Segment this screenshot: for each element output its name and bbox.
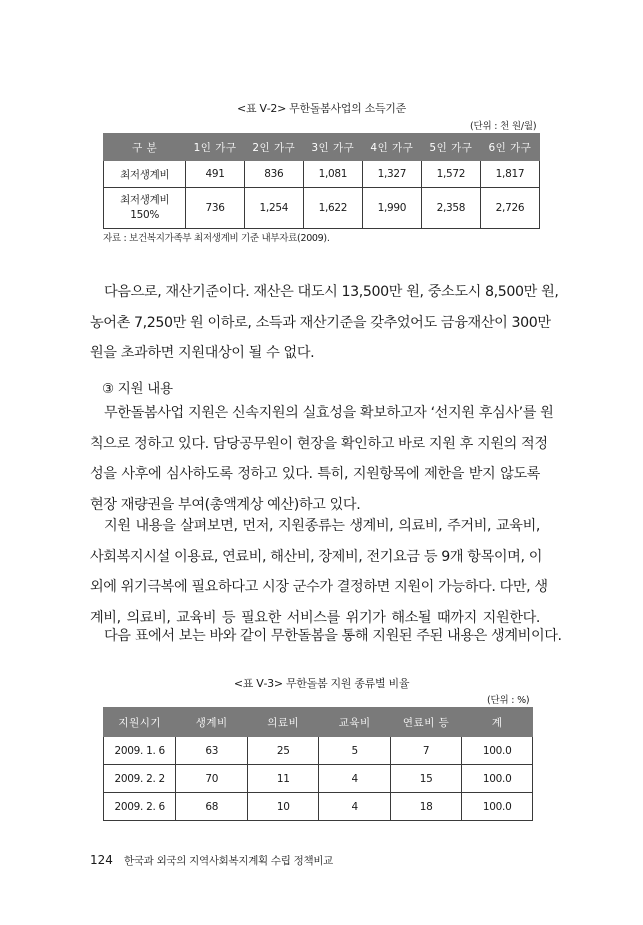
table-header-row [104,134,540,161]
table-row [104,161,540,188]
row-label [104,188,186,229]
table-header-cell: 4인 가구 [362,134,421,161]
text-line: 지원 내용을 살펴보면, 먼저, 지원종류는 생계비, 의료비, 주거비, 교육비, [104,518,540,534]
table-cell: 7 [390,737,462,765]
table-cell: 2,726 [480,188,539,229]
text-line: 현장 재량권을 부여(총액계상 예산)하고 있다. [90,496,361,513]
footer-title: 한국과 외국의 지역사회복지계획 수립 정책비교 [124,855,334,867]
table-cell: 1,990 [362,188,421,229]
table-header-cell: 구 분 [104,134,186,161]
table-header-cell: 6인 가구 [480,134,539,161]
table-cell: 1,254 [244,188,303,229]
table1-source: 자료 : 보건복지가족부 최저생계비 기준 내부자료(2009). [103,233,330,244]
table-cell: 491 [186,161,244,188]
text-line: 다음 표에서 보는 바와 같이 무한돌봄을 통해 지원된 주된 내용은 생계비이다. [104,628,562,644]
table-cell: 25 [247,737,319,765]
table-header-row [104,708,533,737]
table2-caption: <표 Ⅴ-3> 무한돌봄 지원 종류별 비율 [233,677,410,690]
text-line: 농어촌 7,250만 원 이하로, 소득과 재산기준을 갖추었어도 금융재산이 300만 [90,314,551,331]
table-row [104,765,533,793]
row-label-line: 최저생계비 [120,194,170,206]
text-line: 다음으로, 재산기준이다. 재산은 대도시 13,500만 원, 중소도시 8,500만 원, [104,284,559,300]
table-cell: 1,572 [421,161,480,188]
page-number: 124 [90,853,113,867]
table-cell: 10 [247,793,319,821]
table-cell: 68 [176,793,248,821]
text-line: 무한돌봄사업 지원은 신속지원의 실효성을 확보하고자 ‘선지원 후심사’를 원 [104,405,554,421]
table-cell: 100.0 [462,765,533,793]
table-cell: 18 [390,793,462,821]
text-line: 칙으로 정하고 있다. 담당공무원이 현장을 확인하고 바로 지원 후 지원의 적정 [90,435,548,452]
table-header-cell: 지원시기 [104,708,176,737]
paragraph-support-types [90,511,548,633]
table-cell: 736 [186,188,244,229]
table-header-cell: 2인 가구 [244,134,303,161]
table-header-cell: 3인 가구 [303,134,362,161]
table-cell: 1,817 [480,161,539,188]
table-row [104,793,533,821]
table-row [104,188,540,229]
section-subheading: ③ 지원 내용 [102,381,173,397]
text-line: 사회복지시설 이용료, 연료비, 해산비, 장제비, 전기요금 등 9개 항목이며, 이 [90,548,543,565]
table-row [104,737,533,765]
paragraph-table-intro [90,621,562,652]
table-cell: 100.0 [462,793,533,821]
support-type-ratio-table [103,707,533,821]
table1-caption: <표 Ⅴ-2> 무한돌봄사업의 소득기준 [237,102,406,115]
text-line: 외에 위기극복에 필요하다고 시장 군수가 결정하면 지원이 가능하다. 다만, 생 [90,579,548,595]
text-line: 계비, 의료비, 교육비 등 필요한 서비스를 위기가 해소될 때까지 지원한다. [90,609,540,626]
table-cell: 1,622 [303,188,362,229]
row-label-line: 150% [130,209,160,221]
table-header-cell: 생계비 [176,708,248,737]
table-cell: 1,327 [362,161,421,188]
text-line: 성을 사후에 심사하도록 정하고 있다. 특히, 지원항목에 제한을 받지 않도록 [90,466,540,482]
table-header-cell: 의료비 [247,708,319,737]
table-cell: 4 [319,765,390,793]
table-cell: 836 [244,161,303,188]
table1-unit: (단위 : 천 원/월) [470,121,537,132]
page-footer [90,849,333,868]
table-header-cell: 연료비 등 [390,708,462,737]
table-cell: 11 [247,765,319,793]
income-criteria-table [103,133,540,229]
table-cell: 2,358 [421,188,480,229]
table-cell: 70 [176,765,248,793]
table-cell: 2009. 2. 6 [104,793,176,821]
table-header-cell: 교육비 [319,708,390,737]
table-cell: 15 [390,765,462,793]
table-cell: 5 [319,737,390,765]
table-cell: 100.0 [462,737,533,765]
table-cell: 1,081 [303,161,362,188]
paragraph-support-principle [90,398,554,520]
paragraph-property-criteria [90,277,559,369]
table-header-cell: 1인 가구 [186,134,244,161]
table-cell: 2009. 1. 6 [104,737,176,765]
table2-unit: (단위 : %) [487,695,530,706]
table-cell: 63 [176,737,248,765]
table-cell: 2009. 2. 2 [104,765,176,793]
table-header-cell: 5인 가구 [421,134,480,161]
text-line: 원을 초과하면 지원대상이 될 수 없다. [90,345,315,361]
row-label: 최저생계비 [104,161,186,188]
table-cell: 4 [319,793,390,821]
table-header-cell: 계 [462,708,533,737]
